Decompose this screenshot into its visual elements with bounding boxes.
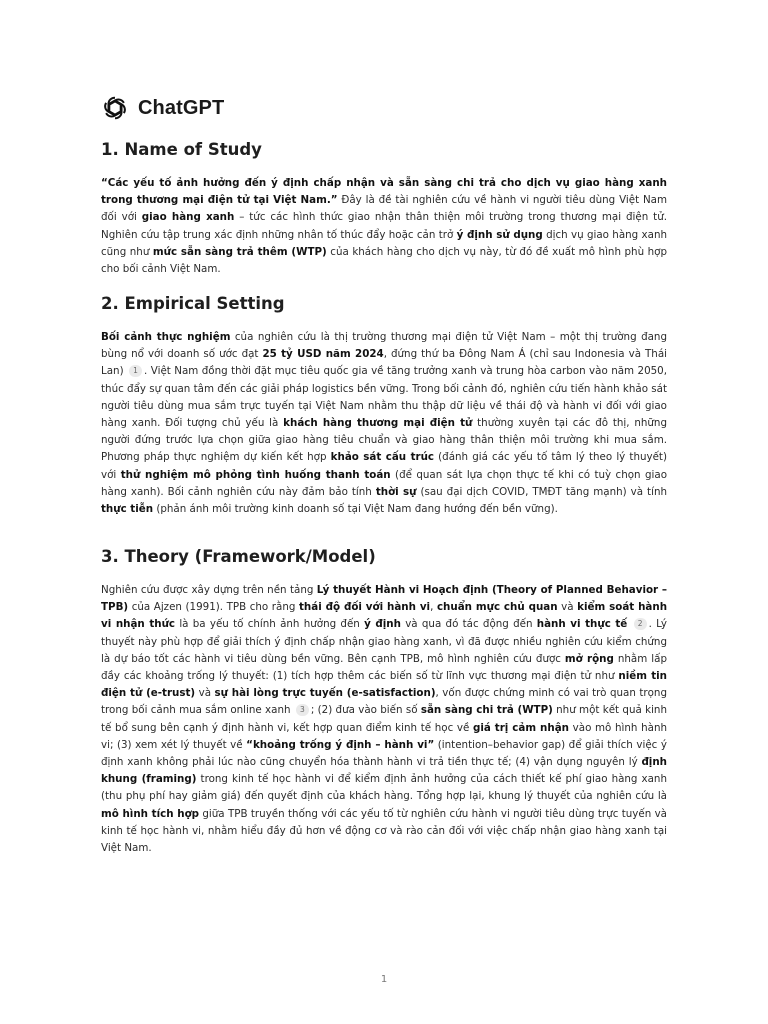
bold-text: giá trị cảm nhận [472, 721, 569, 734]
text-run: (intention–behavior gap) để giải thích việc ý định xanh không phải lúc nào cũng chuyển hóa thành hành vi trả tiền thực tế; (4) vận dụng nguyên lý [101, 738, 668, 769]
bold-text: mức sẵn sàng trả thêm (WTP) [152, 245, 327, 258]
text-run: trong kinh tế học hành vi để kiểm định ảnh hưởng của cách thiết kế phí giao hàng xanh (thu phụ phí hay giảm giá) đến quyết định của khách hàng. Tổng hợp lại, khung lý thuyết của nghiên cứu là [101, 773, 667, 803]
brand-name: ChatGPT [138, 96, 225, 119]
text-run: Nghiên cứu được xây dựng trên nền tảng [101, 584, 317, 596]
bold-text: Bối cảnh thực nghiệm [101, 331, 231, 343]
citation-badge[interactable]: 3 [296, 704, 309, 716]
text-run: như một kết quả kinh tế bổ sung bên cạnh ý định hành vi, kết hợp quan điểm kinh tế học về [101, 704, 667, 734]
bold-text: thời sự [375, 485, 417, 498]
text-run: (phản ánh môi trường kinh doanh số tại Việt Nam đang hướng đến bền vững). [153, 503, 558, 516]
text-run: giữa TPB truyền thống với các yếu tố từ nghiên cứu hành vi người tiêu dùng trực tuyến và kinh tế học hành vi, nhằm hiểu đầy đủ hơn về động cơ và rào cản đối với việc chấp nhận giao hàng xanh tại Việt Nam. [101, 807, 667, 855]
text-run: của Ajzen (1991). TPB cho rằng [128, 601, 299, 614]
bold-text: “khoảng trống ý định – hành vi” [246, 738, 435, 751]
bold-text: khảo sát cấu trúc [330, 451, 435, 464]
section-2-heading: 2. Empirical Setting [101, 294, 285, 313]
text-run: của khách hàng cho dịch vụ này, từ đó đề xuất mô hình phù hợp cho bối cảnh Việt Nam. [101, 245, 668, 276]
bold-text: niềm tin điện tử (e-trust) [101, 670, 667, 700]
text-run: (đánh giá các yếu tố tâm lý theo lý thuyết) với [101, 451, 667, 481]
section-1-paragraph [101, 175, 667, 278]
text-run: dịch vụ giao hàng xanh cũng như [101, 228, 667, 258]
bold-text: giao hàng xanh [141, 211, 235, 224]
openai-logo-icon [101, 94, 129, 122]
citation-badge[interactable]: 1 [129, 365, 142, 377]
bold-text: ý định sử dụng [456, 228, 543, 241]
bold-text: thực tiễn [101, 503, 154, 516]
bold-text: kiểm soát hành vi nhận thức [101, 601, 668, 631]
page-number: 1 [380, 974, 388, 985]
text-run: thường xuyên tại các đô thị, những người đứng trước lựa chọn giữa giao hàng tiêu chuẩn và giao hàng thân thiện môi trường khi mua sắm. Phương pháp thực nghiệm dự kiến kết hợp [101, 417, 667, 464]
bold-text: hành vi thực tế [536, 618, 628, 631]
text-run: vào mô hình hành vi; (3) xem xét lý thuyết về [101, 721, 667, 751]
bold-text: ý định [364, 618, 401, 631]
section-1-heading: 1. Name of Study [101, 140, 262, 159]
bold-text: mở rộng [564, 652, 614, 665]
text-run: . Lý thuyết này phù hợp để giải thích ý định chấp nhận giao hàng xanh, vì đã được nhiều nghiên cứu kiểm chứng là dự báo tốt các hành vi tiêu dùng bền vững. Bên cạnh TPB, mô hình nghiên cứu được [101, 618, 668, 665]
citation-badge[interactable]: 2 [634, 618, 647, 630]
text-run: , vốn được chứng minh có vai trò quan trọng trong bối cảnh mua sắm online xanh [101, 687, 667, 717]
text-run [627, 618, 631, 630]
text-run: của nghiên cứu là thị trường thương mại điện tử Việt Nam – một thị trường đang bùng nổ với doanh số ước đạt [101, 331, 667, 361]
section-3-heading: 3. Theory (Framework/Model) [101, 547, 376, 566]
bold-text: khách hàng thương mại điện tử [283, 417, 473, 430]
text-run: ; (2) đưa vào biến số [310, 704, 421, 717]
text-run: là ba yếu tố chính ảnh hưởng đến [175, 618, 365, 631]
section-2-paragraph [101, 329, 667, 518]
text-run: , [430, 601, 437, 614]
text-run: và qua đó tác động đến [400, 618, 537, 631]
bold-text: mô hình tích hợp [101, 807, 200, 820]
bold-text: sự hài lòng trực tuyến (e-satisfaction) [214, 687, 436, 700]
text-run: và [557, 601, 578, 614]
bold-text: chuẩn mực chủ quan [436, 601, 558, 614]
bold-text: sẵn sàng chi trả (WTP) [420, 704, 553, 717]
bold-text: thử nghiệm mô phỏng tình huống thanh toán [120, 468, 391, 481]
bold-text: thái độ đối với hành vi [299, 601, 431, 614]
section-3-paragraph [101, 582, 667, 857]
text-run: và [195, 687, 215, 700]
text-run: (để quan sát lựa chọn thực tế khi có tuỳ chọn giao hàng xanh). Bối cảnh nghiên cứu này đảm bảo tính [101, 468, 667, 498]
text-run: Đây là đề tài nghiên cứu về hành vi người tiêu dùng Việt Nam đối với [101, 194, 668, 224]
brand-header [101, 94, 224, 122]
text-run: . Việt Nam đồng thời đặt mục tiêu quốc gia về tăng trưởng xanh và trung hòa carbon vào năm 2050, thúc đẩy sự quan tâm đến các giải pháp logistics bền vững. Trong bối cảnh đó, nghiên cứu tiến hành khảo sát người tiêu dùng mua sắm trực tuyến tại Việt Nam nhằm thu thập dữ liệu về thái độ và hành vi đối với giao hàng xanh. Đối tượng chủ yếu là [101, 365, 667, 430]
text-run: nhằm lấp đầy các khoảng trống lý thuyết: (1) tích hợp thêm các biến số từ lĩnh vực thương mại điện tử như [101, 652, 667, 683]
text-run: , đứng thứ ba Đông Nam Á (chỉ sau Indonesia và Thái Lan) [101, 348, 667, 378]
text-run: – tức các hình thức giao nhận thân thiện môi trường trong thương mại điện tử. Nghiên cứu tập trung xác định những nhân tố thúc đẩy hoặc cản trở [101, 211, 667, 241]
bold-text: Lý thuyết Hành vi Hoạch định (Theory of Planned Behavior – TPB) [101, 584, 667, 614]
bold-text: 25 tỷ USD năm 2024 [262, 348, 384, 361]
text-run: (sau đại dịch COVID, TMĐT tăng mạnh) và tính [416, 485, 667, 498]
bold-text: định khung (framing) [101, 756, 667, 786]
bold-text: “Các yếu tố ảnh hưởng đến ý định chấp nhận và sẵn sàng chi trả cho dịch vụ giao hàng xanh trong thương mại điện tử tại Việt Nam.” [101, 177, 667, 207]
